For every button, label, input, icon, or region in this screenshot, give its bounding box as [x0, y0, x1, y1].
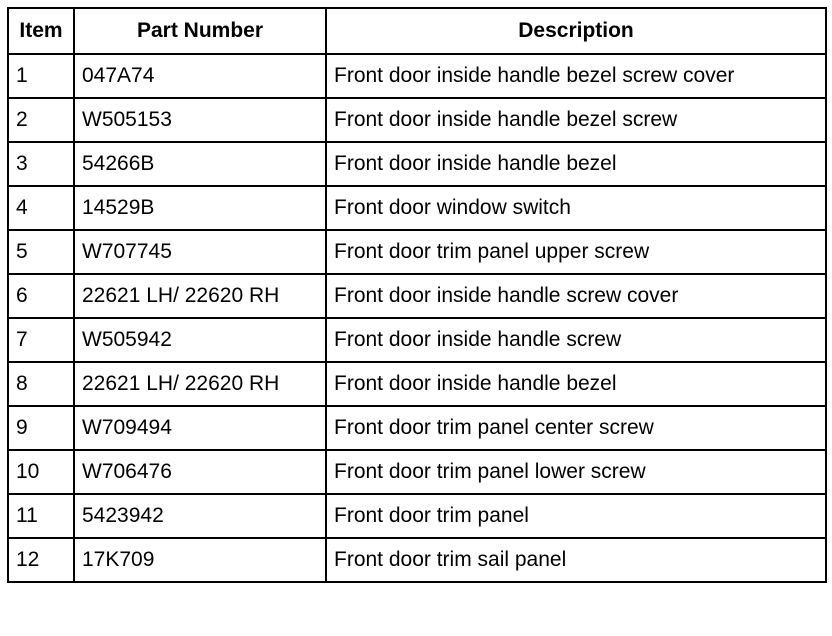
cell-description: Front door trim panel [326, 494, 826, 538]
cell-description: Front door trim panel center screw [326, 406, 826, 450]
cell-part-number: W706476 [74, 450, 326, 494]
cell-description: Front door inside handle screw cover [326, 274, 826, 318]
cell-part-number: 047A74 [74, 54, 326, 98]
cell-description: Front door inside handle bezel [326, 142, 826, 186]
header-row [8, 8, 826, 54]
cell-description: Front door inside handle bezel [326, 362, 826, 406]
cell-description: Front door window switch [326, 186, 826, 230]
header-description: Description [326, 8, 826, 54]
cell-part-number: 17K709 [74, 538, 326, 582]
cell-item: 8 [8, 362, 74, 406]
header-item: Item [8, 8, 74, 54]
cell-part-number: 5423942 [74, 494, 326, 538]
cell-description: Front door trim panel upper screw [326, 230, 826, 274]
cell-item: 6 [8, 274, 74, 318]
cell-description: Front door inside handle bezel screw [326, 98, 826, 142]
table-row [8, 98, 826, 142]
table-row [8, 406, 826, 450]
cell-item: 2 [8, 98, 74, 142]
cell-part-number: W707745 [74, 230, 326, 274]
table-row [8, 274, 826, 318]
cell-part-number: W505153 [74, 98, 326, 142]
cell-item: 9 [8, 406, 74, 450]
table-row [8, 450, 826, 494]
cell-part-number: 54266B [74, 142, 326, 186]
header-part-number: Part Number [74, 8, 326, 54]
cell-part-number: W505942 [74, 318, 326, 362]
cell-description: Front door trim sail panel [326, 538, 826, 582]
cell-description: Front door inside handle screw [326, 318, 826, 362]
table-row [8, 494, 826, 538]
table-body [8, 54, 826, 582]
cell-item: 12 [8, 538, 74, 582]
cell-part-number: W709494 [74, 406, 326, 450]
cell-item: 4 [8, 186, 74, 230]
cell-part-number: 14529B [74, 186, 326, 230]
cell-item: 3 [8, 142, 74, 186]
cell-part-number: 22621 LH/ 22620 RH [74, 274, 326, 318]
table-row [8, 186, 826, 230]
cell-item: 10 [8, 450, 74, 494]
table-row [8, 538, 826, 582]
cell-part-number: 22621 LH/ 22620 RH [74, 362, 326, 406]
table-row [8, 54, 826, 98]
cell-item: 1 [8, 54, 74, 98]
cell-item: 5 [8, 230, 74, 274]
table-row [8, 230, 826, 274]
table-header [8, 8, 826, 54]
cell-item: 7 [8, 318, 74, 362]
table-row [8, 142, 826, 186]
cell-description: Front door trim panel lower screw [326, 450, 826, 494]
parts-table [7, 7, 827, 583]
table-row [8, 362, 826, 406]
cell-description: Front door inside handle bezel screw cover [326, 54, 826, 98]
cell-item: 11 [8, 494, 74, 538]
table-row [8, 318, 826, 362]
